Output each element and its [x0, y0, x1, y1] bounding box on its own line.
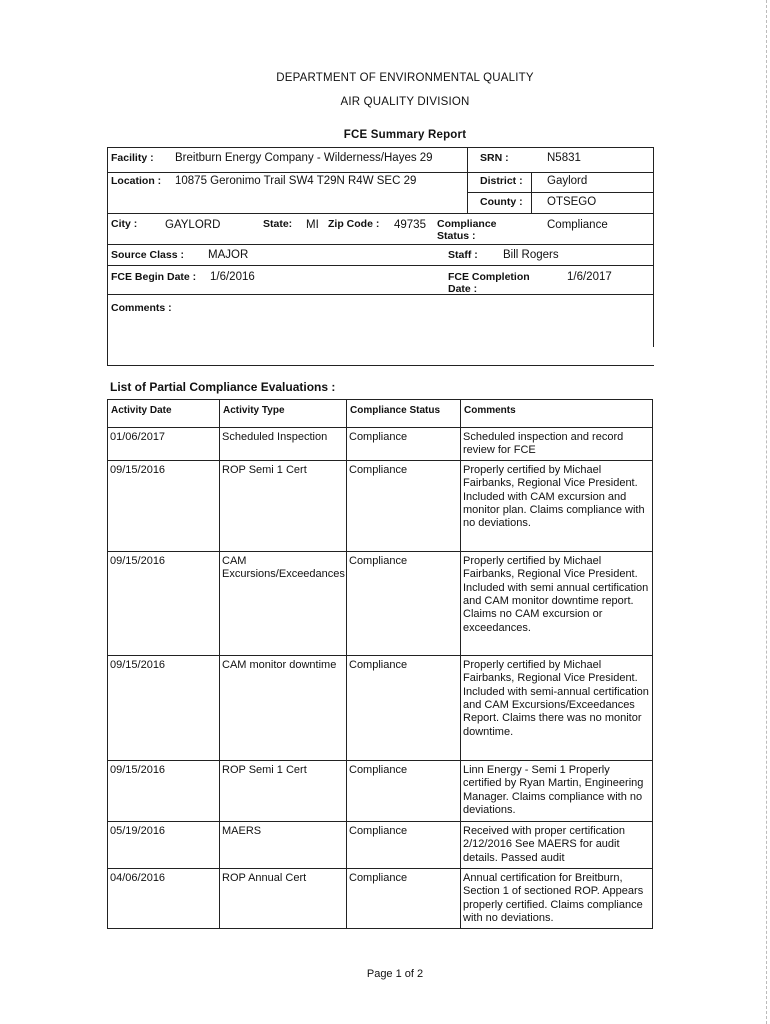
summary-box	[107, 147, 654, 365]
table-row	[108, 460, 653, 551]
activity-date: 09/15/2016	[108, 655, 220, 760]
srn-value: N5831	[547, 152, 581, 164]
column-header-activity-type: Activity Type	[220, 400, 347, 428]
comments: Properly certified by Michael Fairbanks, Regional Vice President. Included with CAM excursion and monitor plan. Claims compliance with no deviations.	[461, 460, 653, 551]
table-row	[108, 760, 653, 821]
activity-date: 09/15/2016	[108, 460, 220, 551]
compliance-status: Compliance	[347, 428, 461, 461]
activity-type: ROP Annual Cert	[220, 868, 347, 928]
source-class-value: MAJOR	[208, 249, 249, 261]
table-header-row	[108, 400, 653, 428]
activity-date: 01/06/2017	[108, 428, 220, 461]
table-row	[108, 551, 653, 655]
activity-type: CAM Excursions/Exceedances	[220, 551, 347, 655]
comments: Properly certified by Michael Fairbanks, Regional Vice President. Included with semi-annual certification and CAM Excursions/Exceedances Report. Claims there was no monitor downtime.	[461, 655, 653, 760]
facility-label: Facility :	[111, 152, 154, 164]
table-row	[108, 428, 653, 461]
staff-label: Staff :	[448, 249, 478, 261]
compliance-status: Compliance	[347, 868, 461, 928]
fce-completion-value: 1/6/2017	[567, 271, 612, 283]
county-label: County :	[480, 196, 523, 208]
state-label: State:	[263, 218, 293, 230]
zip-value: 49735	[394, 219, 426, 231]
division-heading: AIR QUALITY DIVISION	[340, 96, 470, 108]
location-value: 10875 Geronimo Trail SW4 T29N R4W SEC 29	[175, 175, 417, 187]
comments: Received with proper certification 2/12/2016 See MAERS for audit details. Passed audit	[461, 821, 653, 868]
srn-label: SRN :	[480, 152, 509, 164]
compliance-status: Compliance	[347, 655, 461, 760]
district-value: Gaylord	[547, 175, 588, 187]
page-number: Page 1 of 2	[366, 968, 424, 980]
fce-completion-label: FCE Completion Date :	[448, 271, 530, 295]
compliance-status: Compliance	[347, 760, 461, 821]
comments: Scheduled inspection and record review for FCE	[461, 428, 653, 461]
fce-begin-value: 1/6/2016	[210, 271, 255, 283]
column-header-compliance-status: Compliance Status	[347, 400, 461, 428]
compliance-status: Compliance	[347, 551, 461, 655]
fce-begin-label: FCE Begin Date :	[111, 271, 197, 283]
activity-type: ROP Semi 1 Cert	[220, 760, 347, 821]
district-label: District :	[480, 175, 523, 187]
compliance-status-value: Compliance	[547, 219, 608, 231]
county-value: OTSEGO	[547, 196, 597, 208]
activity-type: Scheduled Inspection	[220, 428, 347, 461]
compliance-status: Compliance	[347, 821, 461, 868]
location-label: Location :	[111, 175, 162, 187]
activity-date: 04/06/2016	[108, 868, 220, 928]
table-row	[108, 821, 653, 868]
report-title: FCE Summary Report	[343, 129, 467, 141]
activity-date: 09/15/2016	[108, 760, 220, 821]
pce-list-title: List of Partial Compliance Evaluations :	[110, 380, 336, 394]
table-row	[108, 655, 653, 760]
comments: Annual certification for Breitburn, Section 1 of sectioned ROP. Appears properly certified. Claims compliance with no deviations.	[461, 868, 653, 928]
activity-date: 09/15/2016	[108, 551, 220, 655]
scan-edge	[766, 0, 770, 1024]
activity-type: MAERS	[220, 821, 347, 868]
facility-value: Breitburn Energy Company - Wilderness/Hayes 29	[175, 152, 433, 164]
comments: Properly certified by Michael Fairbanks, Regional Vice President. Included with semi annual certification and CAM monitor downtime report. Claims no CAM excursion or exceedances.	[461, 551, 653, 655]
activity-type: CAM monitor downtime	[220, 655, 347, 760]
comments: Linn Energy - Semi 1 Properly certified by Ryan Martin, Engineering Manager. Claims compliance with no deviations.	[461, 760, 653, 821]
comments-label: Comments :	[111, 302, 172, 314]
column-header-comments: Comments	[461, 400, 653, 428]
activity-date: 05/19/2016	[108, 821, 220, 868]
staff-value: Bill Rogers	[503, 249, 559, 261]
state-value: MI	[306, 219, 319, 231]
zip-label: Zip Code :	[328, 218, 380, 230]
pce-table	[107, 399, 653, 929]
source-class-label: Source Class :	[111, 249, 184, 261]
activity-type: ROP Semi 1 Cert	[220, 460, 347, 551]
department-heading: DEPARTMENT OF ENVIRONMENTAL QUALITY	[276, 72, 534, 84]
column-header-activity-date: Activity Date	[108, 400, 220, 428]
city-value: GAYLORD	[165, 219, 221, 231]
table-row	[108, 868, 653, 928]
city-label: City :	[111, 218, 138, 230]
compliance-status-label: Compliance Status :	[437, 218, 497, 242]
compliance-status: Compliance	[347, 460, 461, 551]
